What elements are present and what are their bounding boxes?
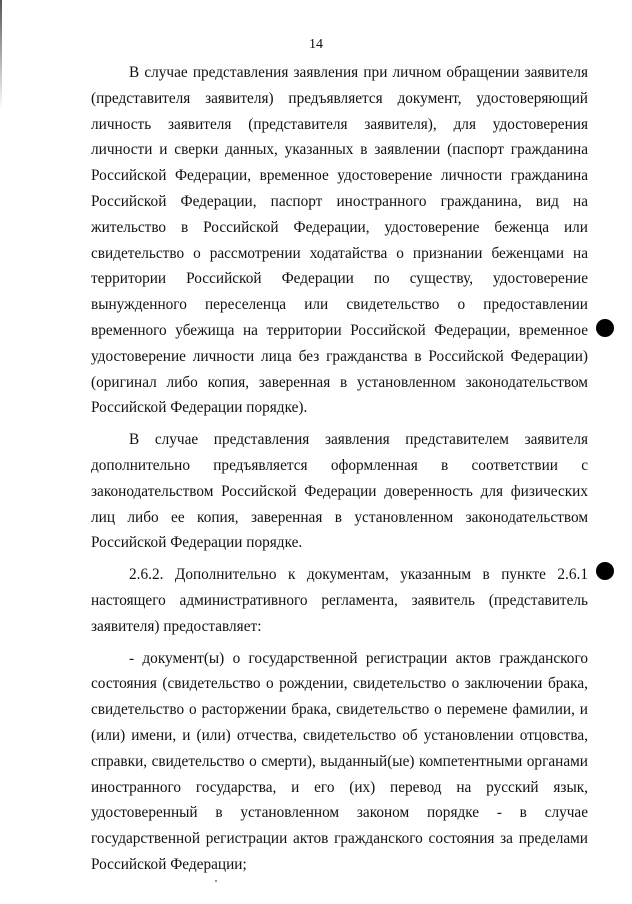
page-number: 14 xyxy=(309,37,323,52)
punch-hole-lower xyxy=(596,562,614,580)
document-body xyxy=(91,60,588,884)
paragraph-identity-document: В случае представления заявления при личном обращении заявителя (представителя заявителя) предъявляется документ, удостоверяющий личность заявителя (представителя заявителя), для удостоверения личности и сверки данных, указанных в заявлении (паспорт гражданина Российской Федерации, временное удостоверение личности гражданина Российской Федерации, паспорт иностранного гражданина, вид на жительство в Российской Федерации, удостоверение беженца или свидетельство о рассмотрении ходатайства о признании беженцами на территории Российской Федерации по существу, удостоверение вынужденного переселенца или свидетельство о предоставлении временного убежища на территории Российской Федерации, временное удостоверение личности лица без гражданства в Российской Федерации) (оригинал либо копия, заверенная в установленном законодательством Российской Федерации порядке). xyxy=(91,64,588,417)
punch-hole-upper xyxy=(596,319,614,337)
paragraph-2-6-2: 2.6.2. Дополнительно к документам, указанным в пункте 2.6.1 настоящего административного регламента, заявитель (представитель заявителя) предоставляет: xyxy=(91,566,588,635)
paragraph-civil-registration: - документ(ы) о государственной регистрации актов гражданского состояния (свидетельство о рождении, свидетельство о заключении брака, свидетельство о расторжении брака, свидетельство о перемене фамилии, и (или) имени, и (или) отчества, свидетельство об установлении отцовства, справки, свидетельство о смерти), выданный(ые) компетентными органами иностранного государства, и его (их) перевод на русский язык, удостоверенный в установленном законом порядке - в случае государственной регистрации актов гражданского состояния за пределами Российской Федерации; xyxy=(91,649,588,873)
scan-speck xyxy=(215,880,217,882)
scan-edge-shadow xyxy=(0,0,2,110)
paragraph-representative: В случае представления заявления представителем заявителя дополнительно предъявляется оформленная в соответствии с законодательством Российской Федерации доверенность для физических лиц либо ее копия, заверенная в установленном законодательством Российской Федерации порядке. xyxy=(91,431,588,552)
